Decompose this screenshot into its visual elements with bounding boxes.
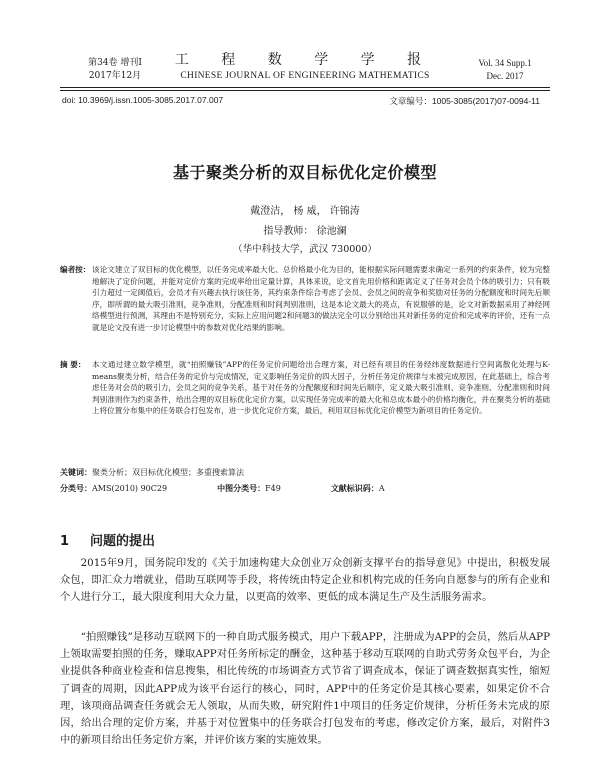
header-rule-thick	[60, 87, 550, 88]
abstract-label: 摘 要：	[60, 360, 86, 369]
doc-code: A	[378, 484, 385, 493]
editor-note-label: 编者按：	[60, 265, 91, 274]
journal-name-cn: 工 程 数 学 学 报	[174, 52, 436, 68]
article-number: 文章编号：1005-3085(2017)07-0094-11	[389, 96, 540, 106]
journal-name	[150, 50, 460, 82]
journal-volume-cn	[70, 57, 160, 83]
header-rule-thin	[60, 90, 550, 91]
volume-en: Vol. 34 Supp.1	[478, 58, 532, 68]
authors: 戴澄洁， 杨 威， 许锦涛	[250, 206, 360, 217]
abstract	[60, 359, 550, 417]
volume-cn: 第34卷 增刊Ⅰ	[88, 58, 142, 68]
section-number: 1	[60, 534, 70, 549]
editor-note-text: 该论文建立了双目标的优化模型，以任务完成率最大化、总价格最小化为目的，能根据实际问题需要求确定一系列的约束条件，较为完整地解决了定价问题，并能对定价方案的完成率给出定量计算，具体来说，论文首先用价格和距离定义了任务对会员个体的吸引力；只有吸引力超过一定阈值后，会员才有兴趣去执行该任务，其约束条件综合考虑了会员、会员之间的竞争和奖励对任务的分配额度和时间先后顺序，即所谓的最大吸引准则，竞争准则，分配准则和时间判别准则，这是本论文最大的亮点，有说服够的是，论文对新数据采用了神经网络模型进行预测，其理由不是特别充分，实际上应用问题2和问题3的做法完全可以分别给出其对新任务的定价和完成率的评价，还有一点就是论文没有进一步讨论模型中的参数对优化结果的影响。	[92, 265, 550, 332]
journal-name-en: CHINESE JOURNAL OF ENGINEERING MATHEMATICS	[180, 71, 430, 81]
body-paragraph: “拍照赚钱”是移动互联网下的一种自助式服务模式，用户下载APP，注册成为APP的会员，然后从APP上领取需要拍照的任务，赚取APP对任务所标定的酬金，这种基于移动互联网的自助式劳务众包平台，为企业提供各种商业检查和信息搜集，相比传统的市场调查方式节省了调查成本，保证了调查数据真实性，缩短了调查的周期，因此APP成为该平台运行的核心，同时，APP中的任务定价是其核心要素，如果定价不合理，该项商品调查任务就会无人领取，从而失败，研究附件1中项目的任务定价规律，分析任务未完成的原因，给出合理的定价方案，并基于对位置集中的任务联合打包发布的考虑，修改定价方案，最后，对附件3中的新项目给出任务定价方案，并评价该方案的实施效果。	[60, 631, 550, 747]
date-cn: 2017年12月	[88, 71, 142, 81]
abstract-text: 本文通过建立数学模型，就“拍照赚钱”APP的任务定价问题给出合理方案，对已经有项目的任务经纬度数据进行空间离散化处理与K-means聚类分析，结合任务的定价与完成情况，定义影响任务定价的四大因子，分析任务定价规律与未被完成原因，在此基础上，综合考虑任务对会员的吸引力，会员之间的竞争关系，基于对任务的分配额度和时间先后顺序，定义最大吸引准则、竞争准则、分配准则和时间判别准则作为约束条件，给出合理的双目标优化定价方案，以实现任务完成率的最大化和总成本最小的价格均衡化，并在聚类分析的基础上将位置分布集中的任务联合打包发布，进一步优化定价方案，最后，利用双目标优化定价模型为新项目的任务定价。	[92, 360, 550, 416]
ams-code: AMS(2010) 90C29	[92, 484, 168, 493]
journal-volume-en	[460, 57, 550, 83]
ams-label: 分类号：	[60, 484, 92, 493]
section-title: 问题的提出	[90, 534, 156, 549]
doi: doi: 10.3969/j.issn.1005-3085.2017.07.007	[62, 95, 224, 105]
advisor: 指导教师： 徐池澜	[263, 226, 347, 237]
keywords-text: 聚类分析；双目标优化模型；多重搜索算法	[92, 468, 244, 477]
keywords-label: 关键词：	[60, 468, 92, 477]
clc-code: F49	[265, 484, 281, 493]
paper-title: 基于聚类分析的双目标优化定价模型	[172, 163, 437, 182]
section-heading	[60, 530, 155, 549]
clc-label: 中图分类号：	[217, 484, 266, 493]
affiliation: （华中科技大学，武汉 730000）	[233, 244, 377, 255]
keywords	[60, 467, 244, 478]
date-en: Dec. 2017	[486, 71, 524, 81]
body-paragraph: 2015年9月，国务院印发的《关于加速构建大众创业万众创新支撑平台的指导意见》中提出，积极发展众包，即汇众力增就业，借助互联网等手段，将传统由特定企业和机构完成的任务向自愿参与的所有企业和个人进行分工，最大限度利用大众力量，以更高的效率、更低的成本满足生产及生活服务需求。	[60, 557, 550, 604]
editor-note	[60, 264, 550, 334]
doc-code-label: 文献标识码：	[330, 484, 379, 493]
classification	[60, 483, 550, 494]
